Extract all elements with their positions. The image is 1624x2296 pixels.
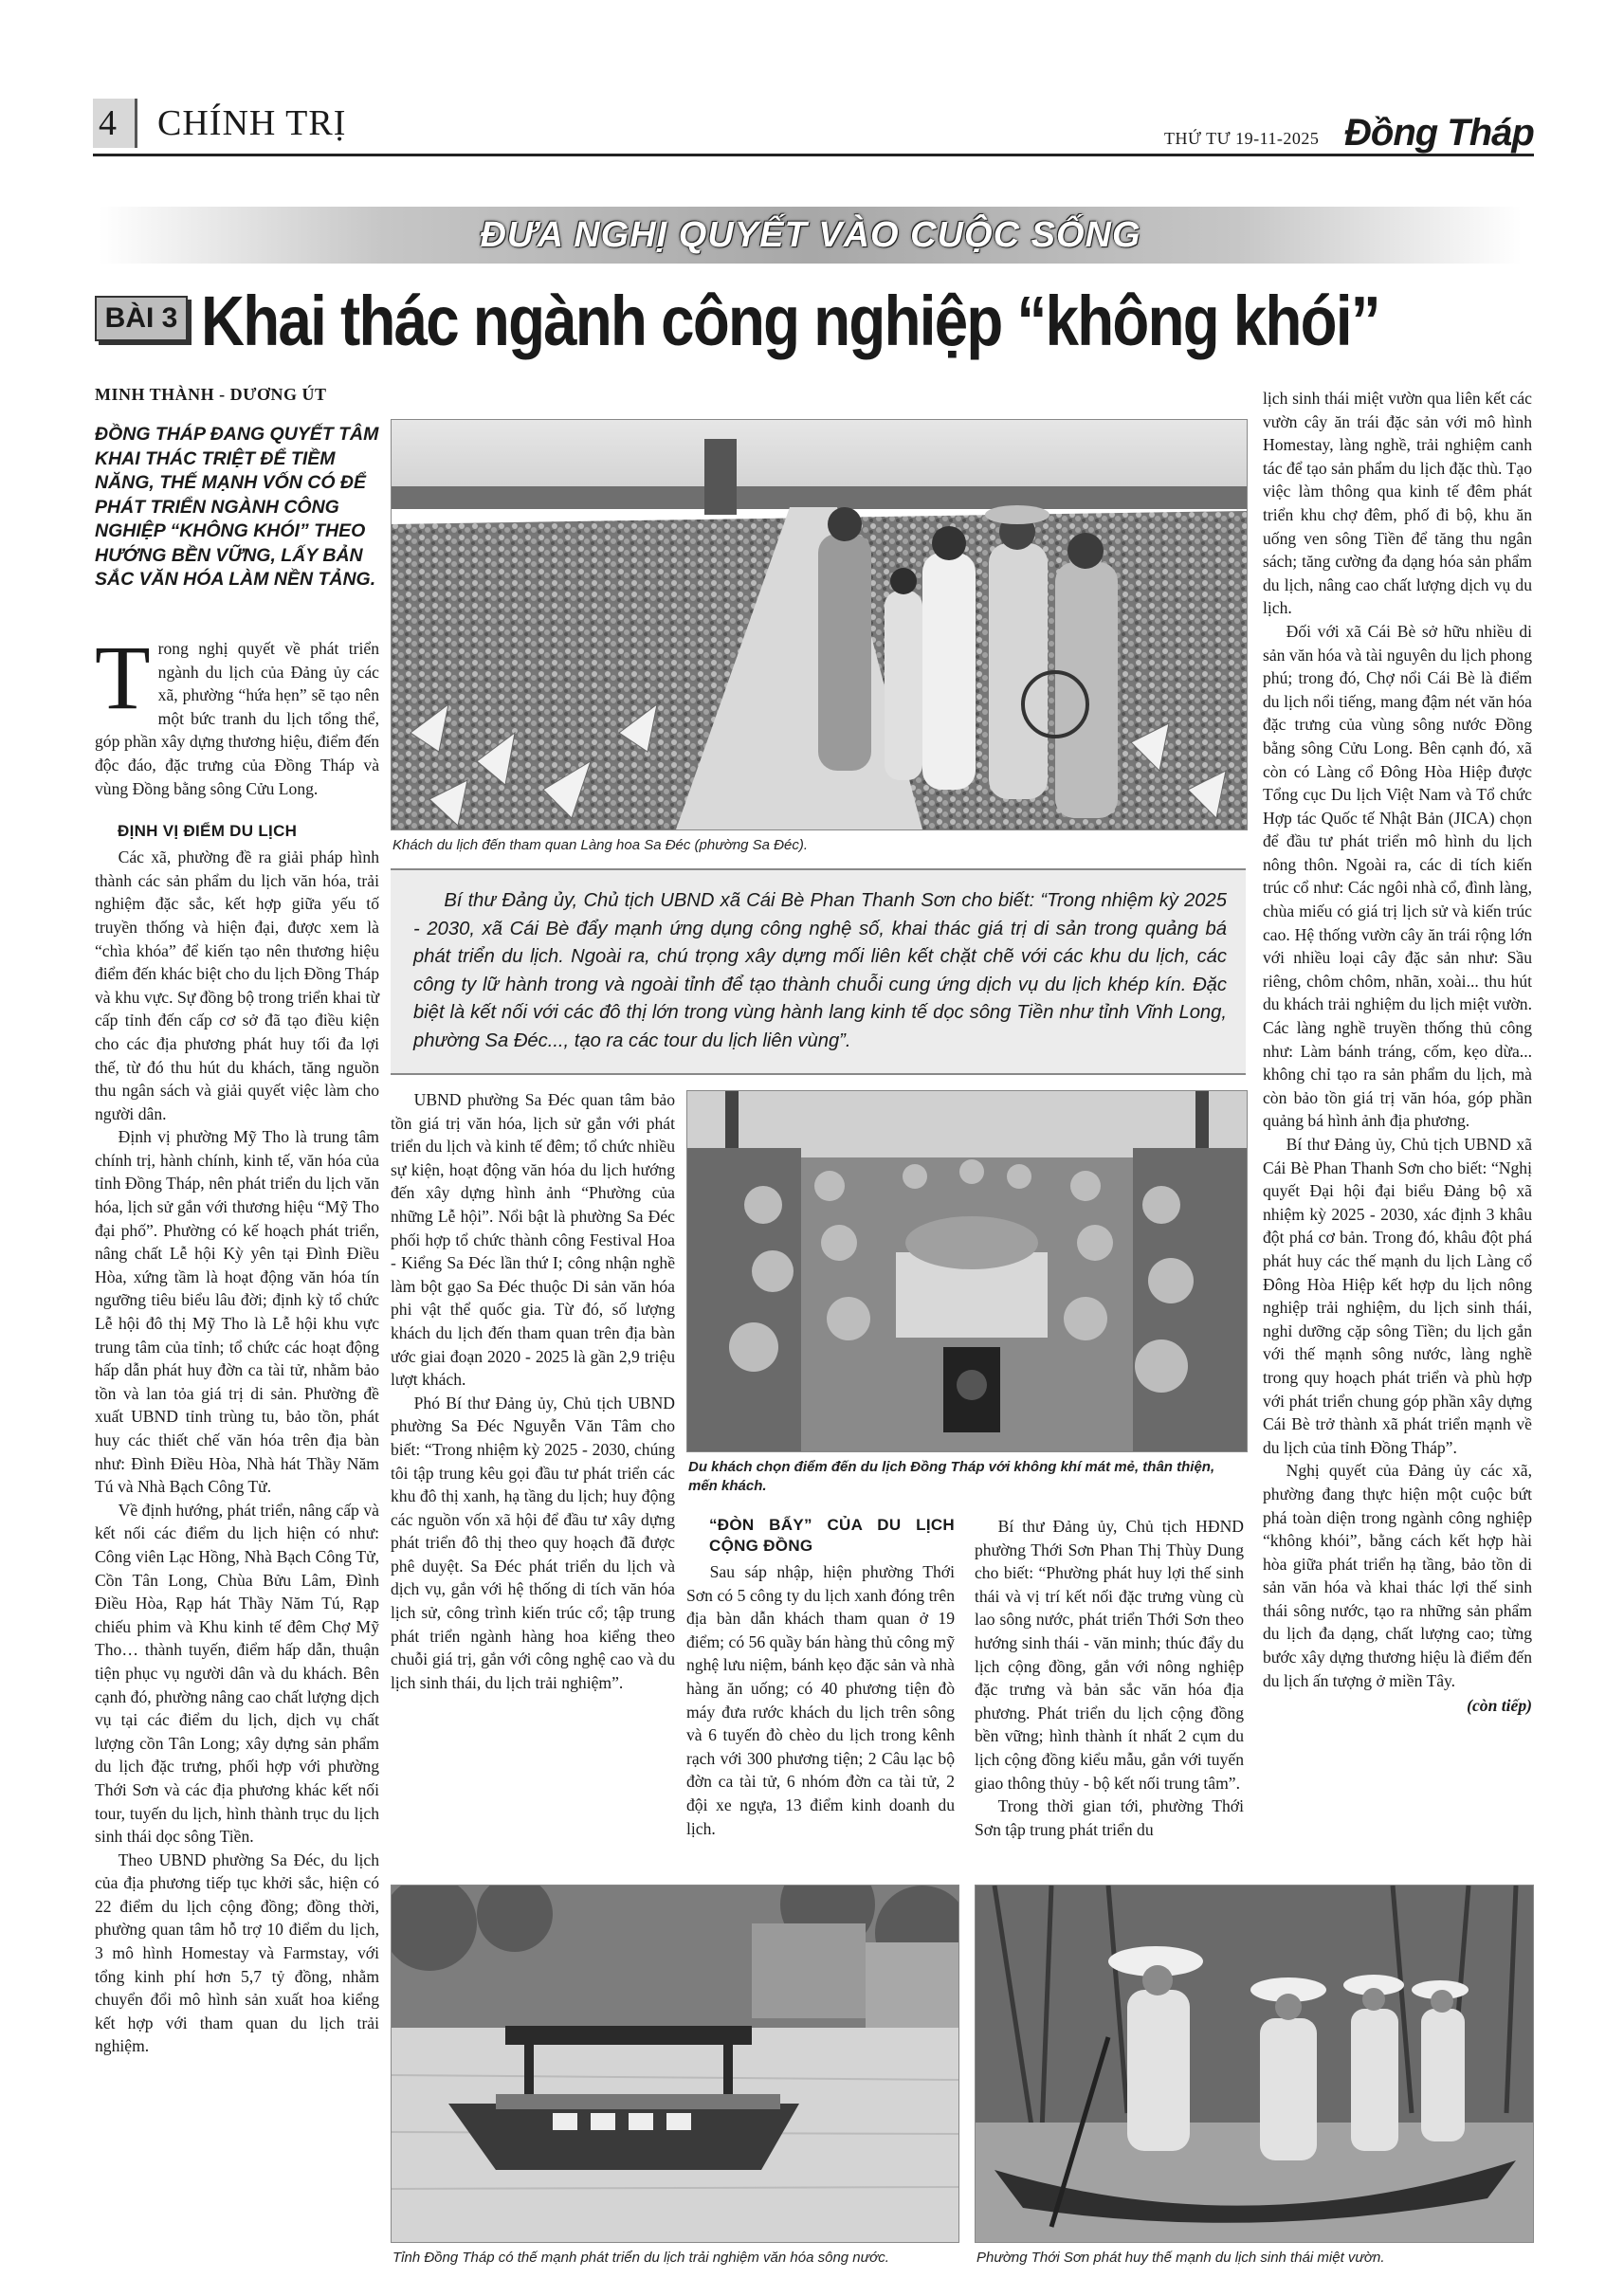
photo-river-boat [391, 1885, 959, 2243]
paragraph: Về định hướng, phát triển, nâng cấp và kết nối các điểm du lịch hiện có như: Công viên Lạc Hồng, Nhà Bạch Công Tử, Cồn Tân Long, Chùa Bửu Lâm, Đình Điều Hòa, Rạp hát Thầy Năm Tú, Rạp chiếu phim và Khu kinh tế đêm Chợ Mỹ Tho… thành tuyến, điểm hấp dẫn, thuận tiện phục vụ người dân và du khách. Bên cạnh đó, phường nâng cao chất lượng dịch vụ tại các điểm du lịch, dịch vụ chất lượng cồn Tân Long; xây dựng sản phẩm du lịch đặc trưng, phối hợp với phường Thới Sơn và các địa phương khác kết nối tour, tuyến du lịch, hình thành trục du lịch sinh thái dọc sông Tiền. [95, 1500, 379, 1847]
paragraph: Bí thư Đảng ủy, Chủ tịch UBND xã Cái Bè Phan Thanh Sơn cho biết: “Nghị quyết Đại hội đại biểu Đảng bộ xã nhiệm kỳ 2025 - 2030, xác định 3 khâu đột phá cơ bản. Trong đó, khâu đột phá phát huy các thế mạnh du lịch Làng cổ Đông Hòa Hiệp kết hợp du lịch nông nghiệp trải nghiệm, du lịch sinh thái, nghỉ dưỡng cặp sông Tiền; du lịch gắn với thế mạnh sông nước, làng nghề trong quy hoạch phát triển và phù hợp với phát triển chung góp phần xây dựng Cái Bè trở thành xã phát triển mạnh về du lịch của tỉnh Đồng Tháp”. [1263, 1135, 1532, 1457]
paragraph: Phó Bí thư Đảng ủy, Chủ tịch UBND phường Sa Đéc Nguyễn Văn Tâm cho biết: “Trong nhiệm kỳ 2025 - 2030, chúng tôi tập trung kêu gọi đầu tư phát triển các khu đô thị xanh, hạ tầng du lịch; huy động các nguồn vốn xã hội để đầu tư xây dựng phát triển đô thị theo quy hoạch đã được phê duyệt. Sa Đéc phát triển du lịch và dịch vụ, gắn với hệ thống di tích văn hóa lịch sử, công trình kiến trúc cổ; tập trung phát triển ngành hàng hoa kiểng theo chuỗi giá trị, gắn với công nghệ cao và du lịch sinh thái, du lịch trải nghiệm”. [391, 1393, 675, 1692]
lead-paragraph: ĐỒNG THÁP ĐANG QUYẾT TÂM KHAI THÁC TRIỆT ĐỂ TIỀM NĂNG, THẾ MẠNH VỐN CÓ ĐỂ PHÁT TRIỂN NGÀNH CÔNG NGHIỆP “KHÔNG KHÓI” THEO HƯỚNG BỀN VỮNG, LẤY BẢN SẮC VĂN HÓA LÀM NỀN TẢNG. [95, 424, 379, 590]
photo1-caption: Khách du lịch đến tham quan Làng hoa Sa Đéc (phường Sa Đéc). [392, 837, 809, 853]
subhead-don-bay: “ĐÒN BẨY” CỦA DU LỊCH CỘNG ĐỒNG [709, 1516, 955, 1555]
paragraph: UBND phường Sa Đéc quan tâm bảo tồn giá trị văn hóa, lịch sử gắn với phát triển du lịch và kinh tế đêm; tổ chức nhiều sự kiện, hoạt động văn hóa du lịch hướng đến xây dựng hình ảnh “Phường của những Lễ hội”. Nổi bật là phường Sa Đéc phối hợp tổ chức thành công Festival Hoa - Kiểng Sa Đéc lần thứ I; công nhận nghề làm bột gạo Sa Đéc thuộc Di sản văn hóa phi vật thể quốc gia. Từ đó, số lượng khách du lịch đến tham quan trên địa bàn ước giai đoạn 2020 - 2025 là gần 2,9 triệu lượt khách. [391, 1090, 675, 1390]
header-rule [93, 154, 1534, 156]
byline: MINH THÀNH - DƯƠNG ÚT [95, 385, 327, 404]
paragraph: Các xã, phường đề ra giải pháp hình thành các sản phẩm du lịch văn hóa, trải nghiệm đặc sắc, kết hợp giữa yếu tố truyền thống và hiện đại, được xem là “chìa khóa” để kiến tạo nên thương hiệu điểm đến khác biệt cho du lịch Đồng Tháp và khu vực. Sự đồng bộ trong triển khai từ cấp tỉnh đến cấp cơ sở đã tạo điều kiện cho các địa phương phát huy tối đa lợi thế, từ đó thu hút du khách, tăng nguồn thu ngân sách và giải quyết việc làm cho người dân. [95, 847, 379, 1123]
paragraph: lịch sinh thái miệt vườn qua liên kết các vườn cây ăn trái đặc sản với mô hình Homestay, làng nghề, trải nghiệm canh tác để tạo sản phẩm du lịch đặc thù. Tạo việc làm thông qua kinh tế đêm phát triển khu chợ đêm, phố đi bộ, khu ăn uống ven sông Tiền để tăng thu ngân sách; tăng cường đa dạng hóa sản phẩm du lịch, nâng cao chất lượng dịch vụ du lịch. [1263, 389, 1532, 618]
series-title: ĐƯA NGHỊ QUYẾT VÀO CUỘC SỐNG [480, 215, 1141, 255]
page-number: 4 [99, 103, 117, 143]
photo4-caption: Phường Thới Sơn phát huy thế mạnh du lịch sinh thái miệt vườn. [976, 2250, 1385, 2266]
column-3 [686, 1515, 955, 1840]
photo3-caption: Tỉnh Đồng Tháp có thế mạnh phát triển du lịch trải nghiệm văn hóa sông nước. [392, 2250, 889, 2266]
issue-date: THỨ TƯ 19-11-2025 [1164, 129, 1320, 148]
paragraph: Bí thư Đảng ủy, Chủ tịch HĐND phường Thới Sơn Phan Thị Thùy Dung cho biết: “Phường phát huy lợi thế sinh thái và vị trí kết nối đặc trưng vùng cù lao sông nước, phát triển Thới Sơn theo hướng sinh thái - văn minh; thúc đẩy du lịch cộng đồng, gắn với nông nghiệp đặc trưng và bản sắc văn hóa địa phương. Phát triển du lịch cộng đồng bền vững; hình thành ít nhất 2 cụm du lịch cộng đồng kiểu mẫu, gắn với tuyến giao thông thủy - bộ kết nối trung tâm”. [975, 1517, 1244, 1793]
paragraph: Định vị phường Mỹ Tho là trung tâm chính trị, hành chính, kinh tế, văn hóa của tỉnh Đồng Tháp, nên phát triển du lịch văn hóa, lịch sử gắn với thương hiệu “Mỹ Tho đại phố”. Phường có kế hoạch phát triển, nâng chất Lễ hội Kỳ yên tại Đình Điều Hòa, xứng tầm là hoạt động văn hóa tín ngưỡng tiêu biểu lâu đời; định kỳ tổ chức Lễ hội đô thị Mỹ Tho là Lễ hội khu vực trung tâm của tỉnh; tổ chức các hoạt động hấp dẫn phát huy đờn ca tài tử, nhằm bảo tồn và lan tỏa giá trị di sản. Phường đề xuất UBND tỉnh trùng tu, bảo tồn, phát huy các thiết chế văn hóa trên địa bàn như: Đình Điều Hòa, Nhà hát Thầy Năm Tú và Nhà Bạch Công Tử. [95, 1127, 379, 1497]
photo-flower-village [391, 419, 1248, 830]
column-5 [1263, 387, 1532, 1718]
section-name: CHÍNH TRỊ [157, 103, 347, 143]
paragraph: Trong thời gian tới, phường Thới Sơn tập trung phát triển du [975, 1796, 1244, 1839]
photo2-caption: Du khách chọn điểm đến du lịch Đồng Tháp với không khí mát mẻ, thân thiện, mến khách. [688, 1459, 1215, 1494]
paragraph: Nghị quyết của Đảng ủy các xã, phường đang thực hiện một cuộc bứt phá toàn diện trong ngành công nghiệp “không khói”, bằng cách kết hợp hài hòa giữa phát triển hạ tầng, bảo tồn di sản văn hóa và khai thác lợi thế sinh thái sông nước, tạo ra những sản phẩm du lịch đa dạng, chất lượng cao; từng bước xây dựng thương hiệu là điểm đến du lịch ấn tượng ở miền Tây. [1263, 1461, 1532, 1690]
photo-rowing-boat [975, 1885, 1534, 2243]
intro-paragraph: rong nghị quyết về phát triển ngành du lịch của Đảng ủy các xã, phường “hứa hẹn” sẽ tạo nên một bức tranh du lịch tổng thể, góp phần xây dựng thương hiệu, điểm đến độc đáo, đặc trưng của Đồng Tháp và vùng Đồng bằng sông Cửu Long. [95, 639, 379, 798]
column-4 [975, 1515, 1244, 1841]
photo-boat-tourists [686, 1090, 1248, 1452]
masthead-logo: Đồng Tháp [1344, 112, 1534, 154]
paragraph: Sau sáp nhập, hiện phường Thới Sơn có 5 công ty du lịch xanh đóng trên địa bàn dẫn khách tham quan ở 19 điểm; có 56 quầy bán hàng thủ công mỹ nghệ lưu niệm, bánh kẹo đặc sản và nhà hàng ăn uống; có 40 phương tiện đò máy đưa rước khách du lịch trên sông và 6 tuyến đò chèo du lịch trong kênh rạch với 300 phương tiện; 2 Câu lạc bộ đờn ca tài tử, 6 nhóm đờn ca tài tử, 2 đội xe ngựa, 13 điểm kinh doanh du lịch. [686, 1562, 955, 1838]
headline: Khai thác ngành công nghiệp “không khói” [201, 282, 1379, 360]
drop-cap: T [95, 627, 151, 728]
pull-quote: Bí thư Đảng ủy, Chủ tịch UBND xã Cái Bè Phan Thanh Sơn cho biết: “Trong nhiệm kỳ 2025 - 2030, xã Cái Bè đẩy mạnh ứng dụng công nghệ số, khai thác giá trị di sản trong quảng bá phát triển du lịch. Ngoài ra, chú trọng xây dựng mối liên kết chặt chẽ với các khu du lịch, các công ty lữ hành trong và ngoài tỉnh để tạo thành chuỗi cung ứng dịch vụ du lịch khép kín. Đặc biệt là kết nối với các đô thị lớn trong vùng hành lang kinh tế dọc sông Tiền như tỉnh Vĩnh Long, phường Sa Đéc..., tạo ra các tour du lịch liên vùng”. [413, 890, 1227, 1051]
paragraph: Đối với xã Cái Bè sở hữu nhiều di sản văn hóa và tài nguyên du lịch phong phú; trong đó, Chợ nổi Cái Bè là điểm du lịch nổi tiếng, mang đậm nét văn hóa đặc trưng của vùng sông nước Đồng bằng sông Cửu Long. Bên cạnh đó, xã còn có Làng cổ Đông Hòa Hiệp được Tổng cục Du lịch Việt Nam và Tổ chức Hợp tác Quốc tế Nhật Bản (JICA) chọn để đầu tư phát triển mô hình du lịch nông thôn. Ngoài ra, các di tích kiến trúc cổ như: Các ngôi nhà cổ, đình làng, chùa miếu có giá trị lịch sử và kiến trúc cao. Hệ thống vườn cây ăn trái rộng lớn với nhiều loại cây đặc sản như: Sầu riêng, chôm chôm, nhãn, xoài... thu hút du khách trải nghiệm du lịch miệt vườn. Các làng nghề truyền thống thủ công như: Làm bánh tráng, cốm, kẹo dừa... không chỉ tạo ra sản phẩm du lịch, mà còn bảo tồn giá trị văn hóa, góp phần quảng bá hình ảnh địa phương. [1263, 621, 1532, 1131]
column-2 [391, 1088, 675, 1694]
part-label: BÀI 3 [95, 296, 188, 341]
to-be-continued: (còn tiếp) [1467, 1696, 1532, 1716]
column-1 [95, 627, 379, 2058]
paragraph: Theo UBND phường Sa Đéc, du lịch của địa phương tiếp tục khởi sắc, hiện có 22 điểm du lịch cộng đồng; đồng thời, phường quan tâm hỗ trợ 10 điểm du lịch, 3 mô hình Homestay và Farmstay, với tổng kinh phí hơn 5,7 tỷ đồng, nhằm chuyển đổi mô hình sản xuất hoa kiểng kết hợp với tham quan du lịch trải nghiệm. [95, 1850, 379, 2056]
subhead-dinh-vi: ĐỊNH VỊ ĐIỂM DU LỊCH [118, 822, 298, 841]
